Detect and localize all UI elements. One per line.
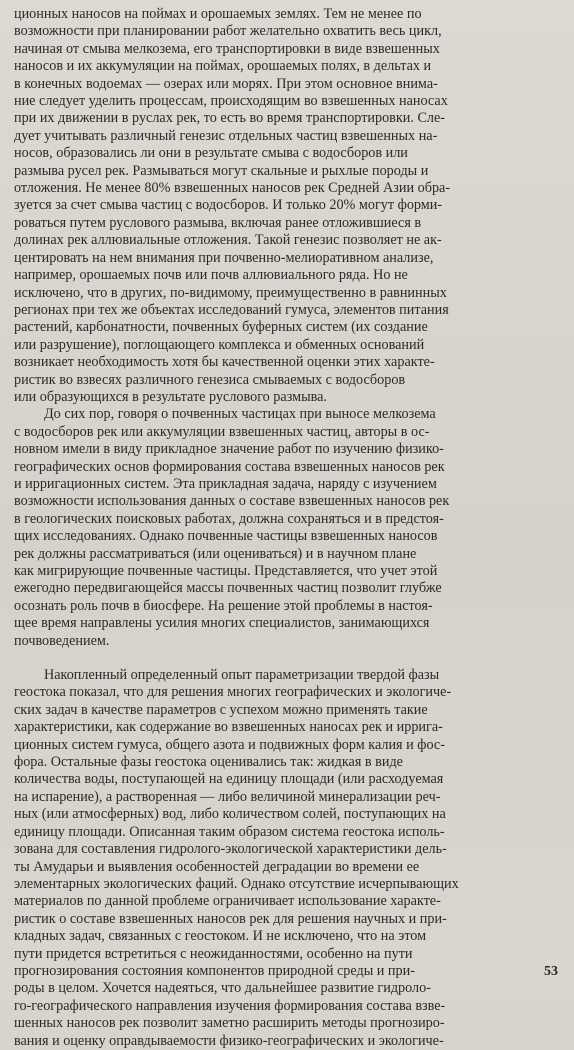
text-line: возможности при планировании работ желательно охватить весь цикл, xyxy=(14,23,442,40)
text-line: в геологических поисковых работах, должна сохраняться и в предстоя- xyxy=(14,510,444,527)
text-line: роваться путем руслового размыва, включая ранее отложившиеся в xyxy=(14,214,422,231)
text-line: например, орошаемых почв или почв аллювиального ряда. Но не xyxy=(14,267,408,284)
paragraph-1 xyxy=(14,6,560,406)
text-line: щих исследованиях. Однако почвенные частицы взвешенных наносов xyxy=(14,528,438,545)
text-line: или разрушение), поглощающего комплекса и обменных оснований xyxy=(14,336,425,353)
text-line: пути придется встретиться с неожиданностями, особенно на пути xyxy=(14,945,413,962)
text-line: носов, образовались ли они в результате смыва с водосборов или xyxy=(14,145,408,162)
text-line: ние следует уделить процессам, происходящим во взвешенных наносах xyxy=(14,93,448,110)
text-line: отложения. Не менее 80% взвешенных наносов рек Средней Азии обра- xyxy=(14,180,451,197)
text-line: ционных систем гумуса, общего азота и подвижных форм калия и фос- xyxy=(14,736,445,753)
text-line: единицу площади. Описанная таким образом система геостока исполь- xyxy=(14,823,445,840)
text-line: элементарных экологических фаций. Однако отсутствие исчерпывающих xyxy=(14,875,459,892)
text-line: и ирригационных систем. Эта прикладная задача, наряду с изучением xyxy=(14,475,437,492)
text-line: Накопленный определенный опыт параметризации твердой фазы xyxy=(44,667,440,684)
text-line: фора. Остальные фазы геостока оценивались так: жидкая в виде xyxy=(14,754,403,771)
text-line: при их движении в руслах рек, то есть во время транспортировки. Сле- xyxy=(14,110,446,127)
text-line: ежегодно передвигающейся массы почвенных частиц позволит глубже xyxy=(14,580,442,597)
text-line: центировать на нем внимания при почвенно-мелиоративном анализе, xyxy=(14,249,434,266)
text-line: го-географического направления изучения формирования состава взве- xyxy=(14,997,446,1014)
text-line: исключено, что в других, по-видимому, преимущественно в равнинных xyxy=(14,284,447,301)
text-line: ных (или атмосферных) вод, либо количеством солей, поступающих на xyxy=(14,806,446,823)
text-line: растений, карбонатности, почвенных буферных систем (их создание xyxy=(14,319,428,336)
text-line: наносов и их аккумуляции на поймах, орошаемых полях, в дельтах и xyxy=(14,58,432,75)
text-line: начиная от смыва мелкозема, его транспортировки в виде взвешенных xyxy=(14,40,440,57)
text-line: шенных наносов рек позволит заметно расширить методы прогнозиро- xyxy=(14,1015,445,1032)
text-line: ских задач в качестве параметров с успехом можно применять такие xyxy=(14,701,428,718)
paragraph-3 xyxy=(14,667,560,1050)
text-line: ристик во взвесях различного генезиса смываемых с водосборов xyxy=(14,371,406,388)
text-line: зована для составления гидролого-экологической характеристики дель- xyxy=(14,841,447,858)
text-line: прогнозирования состояния компонентов природной среды и при- xyxy=(14,962,415,979)
text-line: ционных наносов на поймах и орошаемых землях. Тем не менее по xyxy=(14,6,422,22)
text-line: почвоведением. xyxy=(14,632,110,649)
text-line: рек должны рассматриваться (или оцениваться) и в научном плане xyxy=(14,545,417,562)
text-line: или образующихся в результате руслового размыва. xyxy=(14,388,327,405)
text-line: в конечных водоемах — озерах или морях. При этом основное внима- xyxy=(14,75,438,92)
text-line: материалов по данной проблеме ограничивает использование характе- xyxy=(14,893,441,910)
text-line: характеристики, как содержание во взвешенных наносах рек и ирригa- xyxy=(14,719,443,736)
text-line: До сих пор, говоря о почвенных частицах при выносе мелкозема xyxy=(44,406,436,423)
text-line: ты Амударьи и выявления особенностей деградации во времени ее xyxy=(14,858,420,875)
text-line: дует учитывать различный генезис отдельных частиц взвешенных на- xyxy=(14,127,438,144)
text-line: ристик о составе взвешенных наносов рек для решения научных и при- xyxy=(14,910,447,927)
text-line: возникает необходимость хотя бы качественной оценки этих характе- xyxy=(14,354,435,371)
text-line: количества воды, поступающей на единицу площади (или расходуемая xyxy=(14,771,444,788)
text-line: географических основ формирования состава взвешенных наносов рек xyxy=(14,458,445,475)
text-line: роды в целом. Хочется надеяться, что дальнейшее развитие гидроло- xyxy=(14,980,431,997)
paragraph-gap xyxy=(14,650,560,667)
text-line: регионах при тех же объектах исследований гумуса, элементов питания xyxy=(14,301,449,318)
text-line: осознать роль почв в биосфере. На решение этой проблемы в настоя- xyxy=(14,597,433,614)
text-line: возможности использования данных о составе взвешенных наносов рек xyxy=(14,493,450,510)
text-line: новном имели в виду прикладное значение работ по изучению физико- xyxy=(14,441,444,458)
text-line: вания и оценку оправдываемости физико-географических и экологиче- xyxy=(14,1032,444,1049)
text-line: щее время направлены усилия многих специалистов, занимающихся xyxy=(14,615,430,632)
body-text xyxy=(14,6,560,1050)
text-line: геостока показал, что для решения многих географических и экологиче- xyxy=(14,684,452,701)
text-line: с водосборов рек или аккумуляции взвешенных частиц, авторы в ос- xyxy=(14,423,430,440)
page-number: 53 xyxy=(544,964,558,979)
text-line: как мигрирующие почвенные частицы. Представляется, что учет этой xyxy=(14,563,438,579)
text-line: долинах рек аллювиальные отложения. Такой генезис позволяет не ак- xyxy=(14,232,442,249)
text-line: зуется за счет смыва частиц с водосборов. И только 20% могут форми- xyxy=(14,197,443,214)
paragraph-2 xyxy=(14,406,560,650)
text-line: на испарение), а растворенная — либо величиной минерализации реч- xyxy=(14,788,441,805)
text-line: размыва русел рек. Размываться могут скальные и рыхлые породы и xyxy=(14,162,429,179)
text-line: кладных задач, связанных с геостоком. И не исключено, что на этом xyxy=(14,928,427,945)
